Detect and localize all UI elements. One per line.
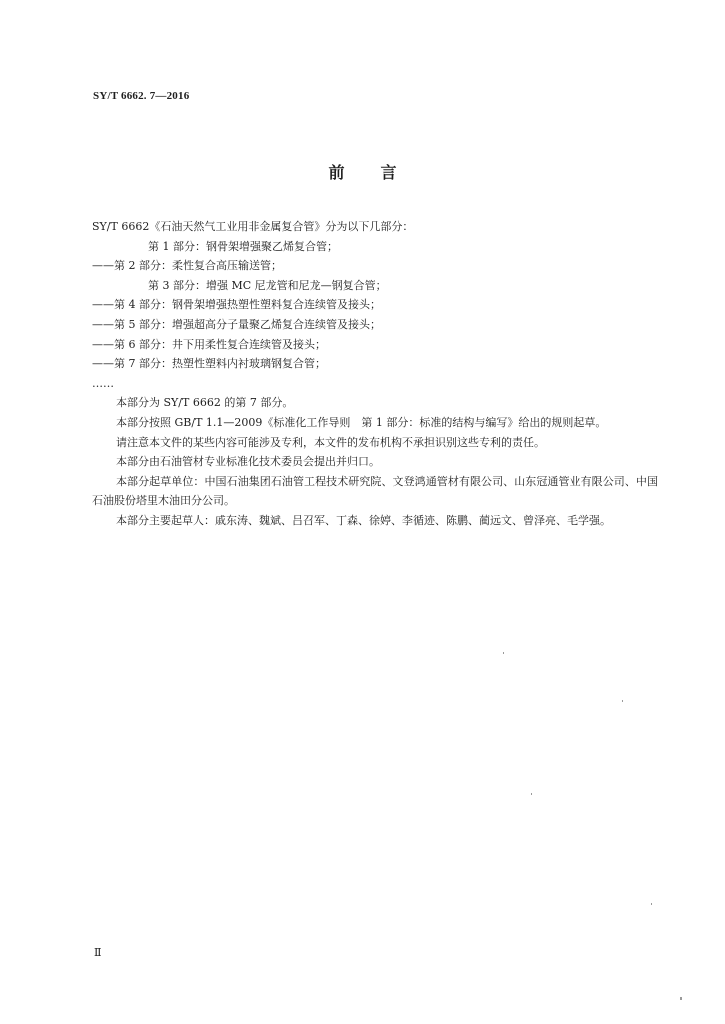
part-list-item: ——第 2 部分：柔性复合高压输送管； xyxy=(92,259,282,273)
scan-speck xyxy=(680,997,682,1000)
scan-speck xyxy=(622,700,623,702)
page-title: 前言 xyxy=(328,163,433,182)
part-list-item: ——第 7 部分：热塑性塑料内衬玻璃钢复合管； xyxy=(92,357,326,371)
part-list-item: 第 1 部分：钢骨架增强聚乙烯复合管； xyxy=(148,239,338,253)
intro-line: SY/T 6662《石油天然气工业用非金属复合管》分为以下几部分： xyxy=(92,220,414,233)
part-list-item: 第 3 部分：增强 MC 尼龙管和尼龙—钢复合管； xyxy=(148,278,387,292)
standard-code: SY/T 6662. 7—2016 xyxy=(93,90,190,102)
part-list-item: ——第 5 部分：增强超高分子量聚乙烯复合连续管及接头； xyxy=(92,317,381,331)
paragraph-patent-notice: 请注意本文件的某些内容可能涉及专利，本文件的发布机构不承担识别这些专利的责任。 xyxy=(116,435,545,449)
scan-speck xyxy=(503,652,504,654)
paragraph-drafters: 本部分主要起草人：戚东涛、魏斌、吕召军、丁森、徐婷、李循迹、陈鹏、蔺远文、曾泽亮、毛学强。 xyxy=(116,513,611,527)
ellipsis: …… xyxy=(92,376,114,390)
paragraph-drafting-rules: 本部分按照 GB/T 1.1—2009《标准化工作导则 第 1 部分：标准的结构与编写》给出的规则起草。 xyxy=(116,415,607,429)
part-list-item: ——第 6 部分：井下用柔性复合连续管及接头； xyxy=(92,337,326,351)
document-body xyxy=(92,217,658,531)
part-list-item: ——第 4 部分：钢骨架增强热塑性塑料复合连续管及接头； xyxy=(92,298,381,312)
paragraph-part-number: 本部分为 SY/T 6662 的第 7 部分。 xyxy=(116,396,294,410)
page-number: Ⅱ xyxy=(94,947,102,959)
paragraph-drafting-units: 本部分起草单位：中国石油集团石油管工程技术研究院、文登鸿通管材有限公司、山东冠通管业有限公司、中国石油股份塔里木油田分公司。 xyxy=(92,474,658,508)
scan-speck xyxy=(531,793,532,795)
paragraph-proposer: 本部分由石油管材专业标准化技术委员会提出并归口。 xyxy=(116,455,380,469)
scan-speck xyxy=(651,903,652,905)
